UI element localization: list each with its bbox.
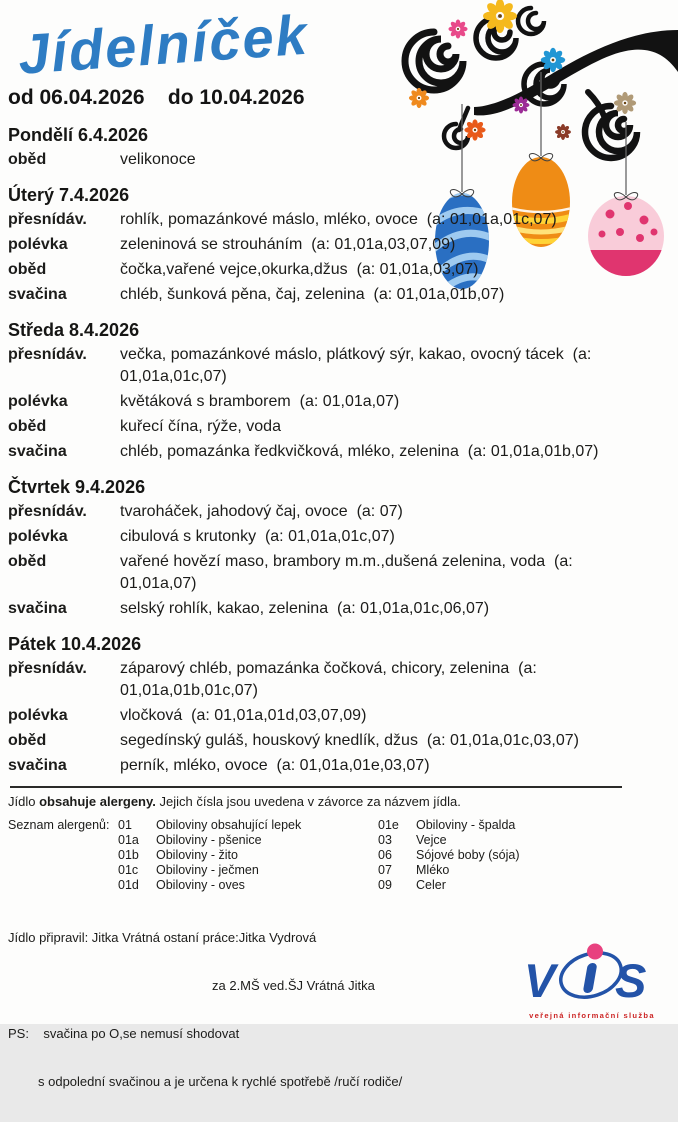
allergen-code: 01a — [118, 833, 139, 847]
allergy-note-prefix: Jídlo — [8, 794, 40, 809]
allergen-name: Obiloviny - oves — [156, 878, 245, 892]
allergen-list — [8, 818, 670, 893]
allergen-item — [118, 863, 378, 878]
menu-row — [8, 730, 670, 752]
flower-icon — [614, 92, 636, 114]
day-section-tuesday — [8, 184, 670, 306]
allergen-code: 01c — [118, 863, 139, 877]
meal-label: svačina — [8, 757, 67, 774]
meal-text: selský rohlík, kakao, zelenina (a: 01,01a,01c,06,07) — [120, 600, 490, 617]
meal-text: kuřecí čína, rýže, voda — [120, 418, 281, 435]
day-title: Středa 8.4.2026 — [8, 320, 140, 340]
meal-label: oběd — [8, 151, 47, 168]
allergen-name: Obiloviny - špalda — [416, 818, 516, 832]
allergen-name: Obiloviny - žito — [156, 848, 238, 862]
meal-label: svačina — [8, 286, 67, 303]
meal-text: cibulová s krutonky (a: 01,01a,01c,07) — [120, 528, 395, 545]
flower-icon — [513, 97, 530, 114]
meal-label: svačina — [8, 600, 67, 617]
date-range: od 06.04.2026 do 10.04.2026 — [8, 86, 305, 109]
menu-row — [8, 259, 670, 281]
meal-label: přesnídáv. — [8, 503, 87, 520]
vis-logo-caption: veřejná informační služba — [529, 1011, 655, 1020]
allergen-code: 07 — [378, 863, 392, 877]
meal-text: květáková s bramborem (a: 01,01a,07) — [120, 393, 400, 410]
day-list — [8, 124, 670, 777]
footer-prepared-by: Jídlo připravil: Jitka Vrátná ostaní práce:Jitka Vydrová — [8, 930, 317, 945]
meal-text: velikonoce — [120, 151, 196, 168]
menu-row — [8, 658, 670, 702]
meal-text: vločková (a: 01,01a,01d,03,07,09) — [120, 707, 367, 724]
allergen-item — [118, 878, 378, 893]
allergy-note-suffix: Jejich čísla jsou uvedena v závorce za názvem jídla. — [155, 794, 461, 809]
meal-text: vařené hovězí maso, brambory m.m.,dušená zelenina, voda (a: 01,01a,07) — [120, 553, 578, 592]
meal-text: večka, pomazánkové máslo, plátkový sýr, kakao, ovocný tácek (a: 01,01a,01c,07) — [120, 346, 596, 385]
allergen-item — [378, 833, 670, 848]
allergen-item — [378, 863, 670, 878]
menu-row — [8, 416, 670, 438]
meal-text: tvaroháček, jahodový čaj, ovoce (a: 07) — [120, 503, 403, 520]
allergen-name: Obiloviny - ječmen — [156, 863, 259, 877]
menu-row — [8, 284, 670, 306]
menu-row — [8, 501, 670, 523]
menu-row — [8, 598, 670, 620]
allergen-name: Obiloviny obsahující lepek — [156, 818, 302, 832]
day-section-wednesday — [8, 319, 670, 463]
vis-logo — [522, 940, 662, 1022]
menu-row — [8, 526, 670, 548]
day-title: Čtvrtek 9.4.2026 — [8, 477, 146, 497]
allergen-item — [118, 818, 378, 833]
menu-row — [8, 551, 670, 595]
allergen-item — [118, 833, 378, 848]
allergen-code: 01 — [118, 818, 132, 832]
page-title: Jídelníček — [16, 2, 311, 86]
allergen-code: 01b — [118, 848, 139, 862]
menu-row — [8, 441, 670, 463]
menu-row — [8, 344, 670, 388]
allergen-code: 06 — [378, 848, 392, 862]
meal-label: oběd — [8, 553, 47, 570]
allergen-item — [378, 848, 670, 863]
meal-label: polévka — [8, 528, 68, 545]
vis-logo-letter-v: V — [524, 954, 556, 1007]
menu-row — [8, 755, 670, 777]
allergy-note-bold: obsahuje alergeny. — [39, 794, 156, 809]
meal-text: čočka,vařené vejce,okurka,džus (a: 01,01a,03,07) — [120, 261, 479, 278]
meal-text: chléb, šunková pěna, čaj, zelenina (a: 01,01a,01b,07) — [120, 286, 505, 303]
branch-swoosh-shape — [474, 30, 678, 115]
allergen-item — [378, 878, 670, 893]
meal-label: přesnídáv. — [8, 211, 87, 228]
meal-label: oběd — [8, 732, 47, 749]
flower-icon — [448, 19, 467, 38]
allergen-column-right — [378, 818, 670, 893]
vis-logo-letter-s: S — [615, 954, 647, 1007]
day-title: Pondělí 6.4.2026 — [8, 125, 149, 145]
divider-line — [10, 786, 622, 788]
day-title: Úterý 7.4.2026 — [8, 185, 130, 205]
meal-text: perník, mléko, ovoce (a: 01,01a,01e,03,07) — [120, 757, 430, 774]
allergen-list-label: Seznam alergenů: — [8, 818, 110, 832]
menu-row — [8, 209, 670, 231]
allergen-name: Mléko — [416, 863, 450, 877]
allergen-name: Obiloviny - pšenice — [156, 833, 262, 847]
day-section-thursday — [8, 476, 670, 620]
meal-label: oběd — [8, 418, 47, 435]
meal-text: chléb, pomazánka ředkvičková, mléko, zelenina (a: 01,01a,01b,07) — [120, 443, 599, 460]
allergen-name: Sójové boby (sója) — [416, 848, 520, 862]
allergen-code: 01d — [118, 878, 139, 892]
vis-logo-i-dot — [587, 944, 603, 960]
allergen-name: Celer — [416, 878, 446, 892]
meal-label: polévka — [8, 236, 68, 253]
meal-text: zeleninová se strouháním (a: 01,01a,03,07,09) — [120, 236, 456, 253]
vis-logo-i-stem — [583, 963, 598, 993]
meal-label: polévka — [8, 707, 68, 724]
allergy-note — [8, 794, 670, 810]
allergen-code: 09 — [378, 878, 392, 892]
meal-label: oběd — [8, 261, 47, 278]
day-title: Pátek 10.4.2026 — [8, 634, 142, 654]
meal-label: přesnídáv. — [8, 660, 87, 677]
meal-label: svačina — [8, 443, 67, 460]
menu-row — [8, 705, 670, 727]
meal-label: polévka — [8, 393, 68, 410]
menu-row — [8, 149, 670, 171]
flower-icon — [409, 88, 429, 108]
allergen-item — [118, 848, 378, 863]
footer-ps-line1: PS: svačina po O,se nemusí shodovat — [8, 1026, 240, 1041]
menu-row — [8, 234, 670, 256]
allergen-item — [378, 818, 670, 833]
flower-icon — [541, 48, 565, 72]
menu-row — [8, 391, 670, 413]
footer-prepared-for: za 2.MŠ ved.ŠJ Vrátná Jitka — [212, 978, 375, 993]
flower-icon — [483, 0, 517, 33]
meal-text: záparový chléb, pomazánka čočková, chicory, zelenina (a: 01,01a,01b,01c,07) — [120, 660, 542, 699]
footer-ps-line2: s odpolední svačinou a je určena k rychlé spotřebě /ručí rodiče/ — [38, 1074, 403, 1089]
day-section-monday — [8, 124, 670, 171]
allergen-name: Vejce — [416, 833, 447, 847]
allergen-code: 01e — [378, 818, 399, 832]
day-section-friday — [8, 633, 670, 777]
meal-label: přesnídáv. — [8, 346, 87, 363]
allergen-column-left — [118, 818, 378, 893]
allergen-code: 03 — [378, 833, 392, 847]
meal-text: segedínský guláš, houskový knedlík, džus (a: 01,01a,01c,03,07) — [120, 732, 579, 749]
meal-text: rohlík, pomazánkové máslo, mléko, ovoce (a: 01,01a,01c,07) — [120, 211, 557, 228]
